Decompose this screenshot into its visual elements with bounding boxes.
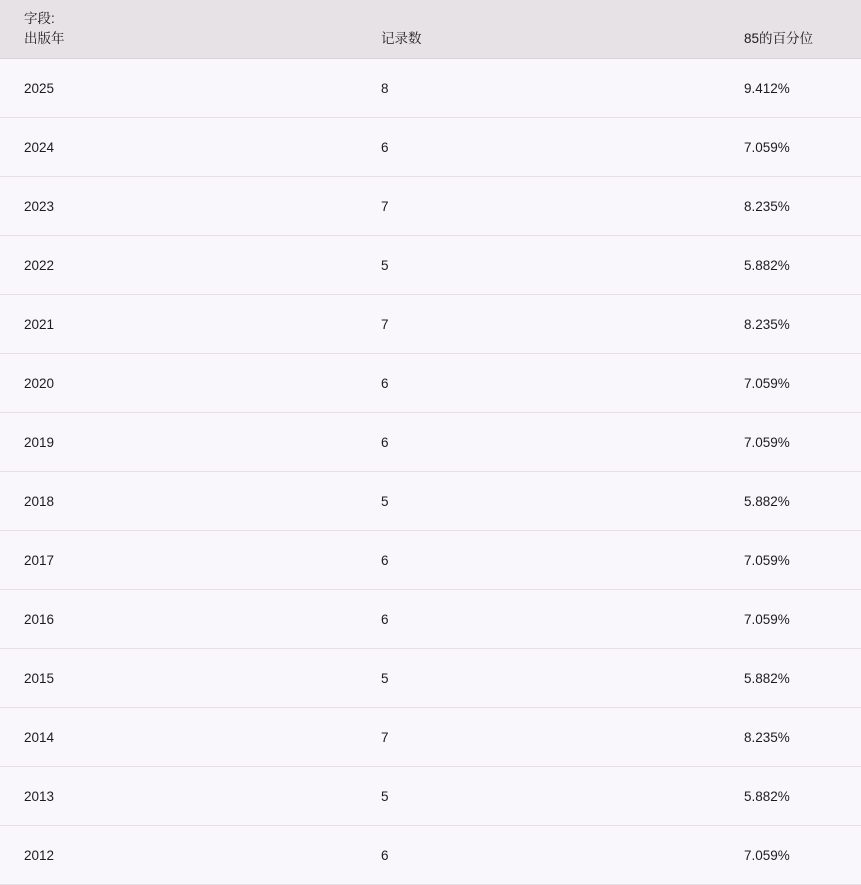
cell-year: 2018 [0,472,357,531]
cell-percent: 8.235% [720,708,861,767]
column-header-percentile[interactable] [720,0,861,59]
cell-year: 2025 [0,59,357,118]
cell-year: 2024 [0,118,357,177]
column-header-field-label: 出版年 [24,30,65,46]
table-row[interactable] [0,708,861,767]
column-header-record-count-label: 记录数 [381,30,422,46]
cell-count: 5 [357,767,720,826]
table-row[interactable] [0,295,861,354]
cell-count: 6 [357,118,720,177]
cell-count: 5 [357,472,720,531]
cell-year: 2013 [0,767,357,826]
cell-count: 7 [357,177,720,236]
table-row[interactable] [0,531,861,590]
cell-year: 2023 [0,177,357,236]
cell-count: 7 [357,295,720,354]
cell-count: 6 [357,590,720,649]
column-header-field-prefix: 字段: [24,11,55,26]
table-row[interactable] [0,767,861,826]
cell-count: 6 [357,354,720,413]
table-row[interactable] [0,354,861,413]
cell-percent: 5.882% [720,649,861,708]
cell-percent: 5.882% [720,472,861,531]
cell-year: 2012 [0,826,357,885]
cell-percent: 7.059% [720,354,861,413]
cell-percent: 7.059% [720,590,861,649]
table-row[interactable] [0,590,861,649]
table-row[interactable] [0,413,861,472]
cell-year: 2022 [0,236,357,295]
cell-count: 5 [357,236,720,295]
cell-count: 8 [357,59,720,118]
cell-year: 2020 [0,354,357,413]
table-row[interactable] [0,236,861,295]
table-row[interactable] [0,118,861,177]
table-row[interactable] [0,649,861,708]
table-row[interactable] [0,826,861,885]
cell-percent: 5.882% [720,767,861,826]
cell-percent: 7.059% [720,413,861,472]
cell-year: 2015 [0,649,357,708]
cell-percent: 8.235% [720,295,861,354]
cell-count: 7 [357,708,720,767]
table-row[interactable] [0,472,861,531]
table-header-row [0,0,861,59]
column-header-percentile-label: 85的百分位 [744,30,814,46]
column-header-record-count[interactable] [357,0,720,59]
cell-percent: 7.059% [720,826,861,885]
cell-year: 2021 [0,295,357,354]
table-row[interactable] [0,177,861,236]
cell-percent: 9.412% [720,59,861,118]
table-row[interactable] [0,59,861,118]
cell-count: 5 [357,649,720,708]
cell-percent: 8.235% [720,177,861,236]
cell-percent: 7.059% [720,118,861,177]
cell-year: 2014 [0,708,357,767]
cell-year: 2016 [0,590,357,649]
cell-year: 2017 [0,531,357,590]
cell-count: 6 [357,531,720,590]
cell-percent: 5.882% [720,236,861,295]
cell-count: 6 [357,826,720,885]
column-header-field[interactable] [0,0,357,59]
table-body [0,59,861,885]
cell-count: 6 [357,413,720,472]
cell-percent: 7.059% [720,531,861,590]
table-header [0,0,861,59]
cell-year: 2019 [0,413,357,472]
